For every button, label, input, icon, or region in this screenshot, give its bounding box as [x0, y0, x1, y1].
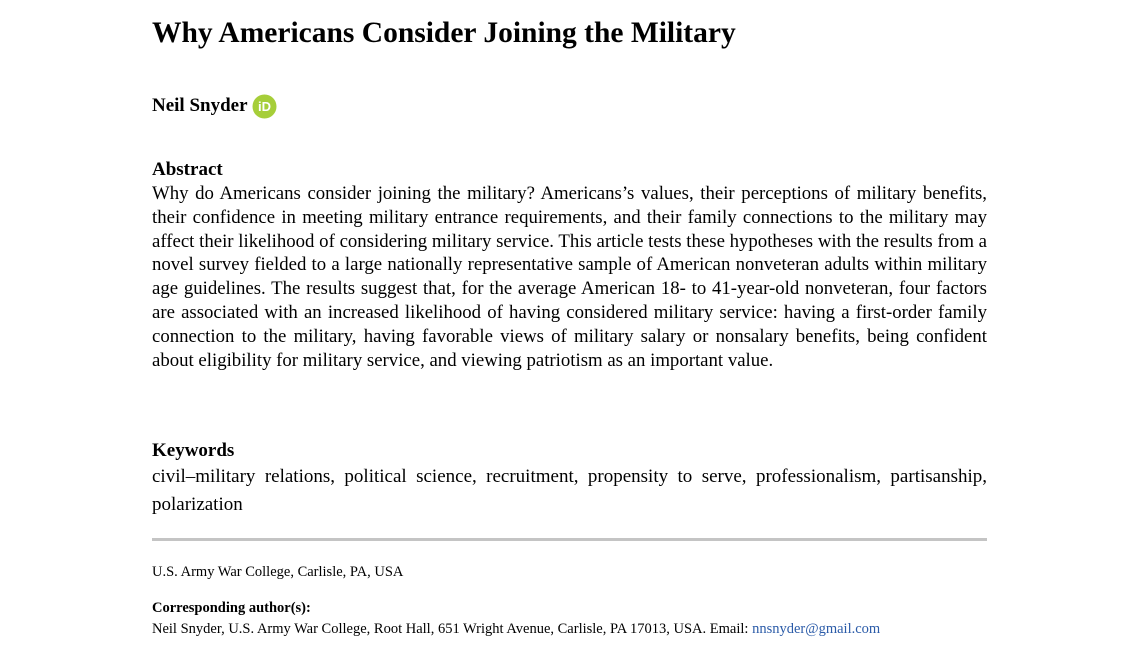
- orcid-icon[interactable]: [252, 94, 277, 119]
- article-title: Why Americans Consider Joining the Military: [152, 17, 736, 49]
- keywords-heading: Keywords: [152, 440, 235, 461]
- section-divider: [152, 538, 987, 541]
- author-row: [152, 93, 277, 119]
- corresponding-author-details: [152, 620, 880, 639]
- abstract-text: Why do Americans consider joining the military? Americans’s values, their perceptions of military benefits, their confidence in meeting military entrance requirements, and their family connections to the military may affect their likelihood of considering military service. This article tests these hypotheses with the results from a novel survey fielded to a large nationally representative sample of American nonveteran adults within military age guidelines. The results suggest that, for the average American 18- to 41-year-old nonveteran, four factors are associated with an increased likelihood of having considered military service: having a first-order family connection to the military, having favorable views of military salary or nonsalary benefits, being confident about eligibility for military service, and viewing patriotism as an important value.: [152, 183, 987, 371]
- author-name: Neil Snyder: [152, 95, 248, 116]
- keywords-text: civil–military relations, political science, recruitment, propensity to serve, professionalism, partisanship, polarization: [152, 466, 987, 515]
- corresponding-author-label: Corresponding author(s):: [152, 600, 311, 616]
- abstract-heading: Abstract: [152, 159, 223, 180]
- orcid-icon-label: iD: [257, 98, 271, 114]
- corresponding-author-address: Neil Snyder, U.S. Army War College, Root Hall, 651 Wright Avenue, Carlisle, PA 17013, USA. Email:: [152, 621, 753, 637]
- affiliation: U.S. Army War College, Carlisle, PA, USA: [152, 564, 404, 580]
- email-link[interactable]: nnsnyder@gmail.com: [752, 621, 881, 637]
